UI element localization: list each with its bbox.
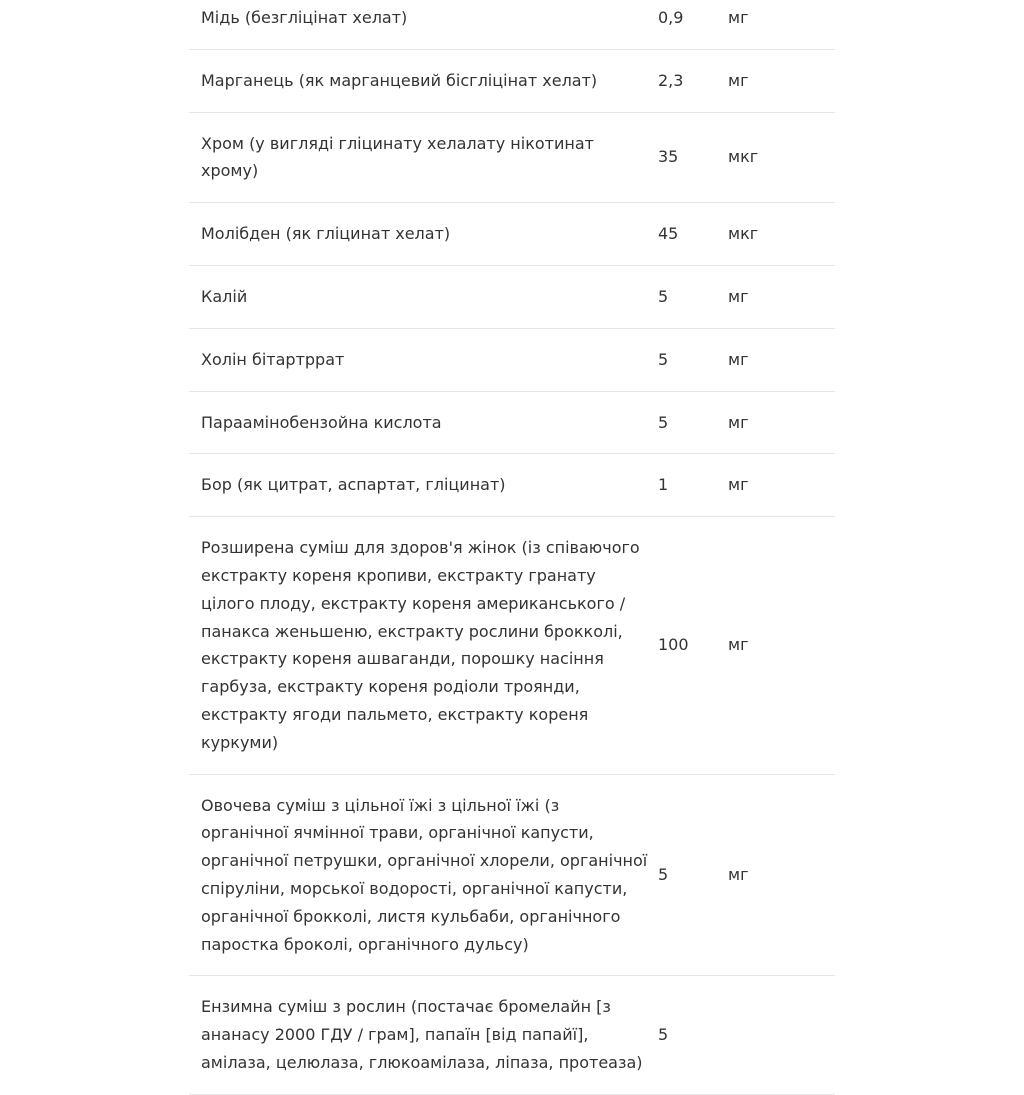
table-row xyxy=(189,517,835,774)
ingredient-name: Параамінобензойна кислота xyxy=(201,412,442,432)
table-row xyxy=(189,0,835,49)
ingredient-name: Ензимна суміш з рослин (постачає бромелайн [з ананасу 2000 ГДУ / грам], папаїн [від папайї], амілаза, целюлаза, глюкоамілаза, ліпаза, протеаза) xyxy=(201,997,643,1072)
ingredient-name: Мідь (безгліцінат хелат) xyxy=(201,8,408,27)
ingredient-amount: 2,3 xyxy=(658,70,684,90)
ingredient-unit: мкг xyxy=(728,147,759,167)
ingredient-unit: мг xyxy=(728,349,749,369)
table-row xyxy=(189,454,835,517)
table-row xyxy=(189,976,835,1094)
table-row xyxy=(189,328,835,391)
ingredient-name: Молібден (як гліцинат хелат) xyxy=(201,224,451,244)
ingredient-amount: 5 xyxy=(658,865,669,885)
table-row xyxy=(189,391,835,454)
ingredient-amount: 5 xyxy=(658,349,669,369)
table-row xyxy=(189,265,835,328)
ingredient-name: Калій xyxy=(201,286,248,306)
ingredients-table xyxy=(189,0,835,1095)
ingredient-amount: 100 xyxy=(658,635,689,655)
ingredient-amount: 35 xyxy=(658,147,679,167)
ingredient-name: Хром (у вигляді гліцинату хелалату нікотинат хрому) xyxy=(201,133,594,181)
ingredient-unit: мг xyxy=(728,865,749,885)
ingredient-amount: 45 xyxy=(658,224,679,244)
ingredient-amount: 5 xyxy=(658,1025,669,1045)
ingredient-amount: 0,9 xyxy=(658,8,684,27)
ingredient-unit: мг xyxy=(728,8,749,27)
ingredient-unit: мкг xyxy=(728,224,759,244)
ingredient-amount: 1 xyxy=(658,475,669,495)
ingredient-amount: 5 xyxy=(658,412,669,432)
ingredient-name: Бор (як цитрат, аспартат, гліцинат) xyxy=(201,475,506,495)
ingredient-unit: мг xyxy=(728,635,749,655)
ingredient-name: Марганець (як марганцевий бісгліцінат хелат) xyxy=(201,70,598,90)
table-row xyxy=(189,112,835,203)
ingredient-unit: мг xyxy=(728,475,749,495)
ingredient-name: Холін бітартррат xyxy=(201,349,345,369)
ingredient-unit xyxy=(728,976,835,1094)
ingredient-name: Розширена суміш для здоров'я жінок (із співаючого екстракту кореня кропиви, екстракту гранату цілого плоду, екстракту кореня американського / панакса женьшеню, екстракту рослини брокколі, екстракту кореня ашваганди, порошку насіння гарбуза, екстракту кореня родіоли троянди, екстракту ягоди пальмето, екстракту кореня куркуми) xyxy=(201,538,640,752)
table-row xyxy=(189,774,835,976)
ingredient-unit: мг xyxy=(728,412,749,432)
ingredient-amount: 5 xyxy=(658,286,669,306)
ingredient-name: Овочева суміш з цільної їжі з цільної їжі (з органічної ячмінної трави, органічної капусти, органічної петрушки, органічної хлорели, органічної спіруліни, морської водорості, органічної капусти, органічної брокколі, листя кульбаби, органічного паростка броколі, органічного дульсу) xyxy=(201,795,648,954)
table-row xyxy=(189,49,835,112)
ingredient-unit: мг xyxy=(728,70,749,90)
ingredient-unit: мг xyxy=(728,286,749,306)
table-row xyxy=(189,203,835,266)
